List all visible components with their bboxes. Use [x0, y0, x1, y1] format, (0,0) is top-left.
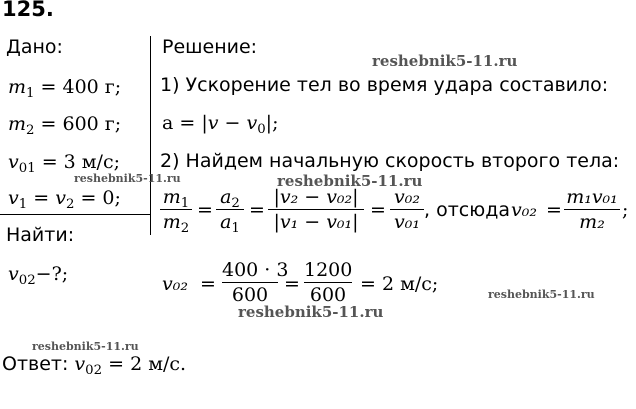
- solution-heading: Решение:: [162, 36, 258, 58]
- frac-v02-v01: v₀₂ v₀₁: [390, 186, 424, 233]
- solution-step2: 2) Найдем начальную скорость второго тела:: [160, 150, 620, 172]
- answer: Ответ: $v_{02} = 2$ м/с.: [2, 353, 187, 378]
- given-v1-v2: $v_1 = v_2 = 0$;: [8, 187, 121, 212]
- eq-sign-2: =: [249, 199, 265, 221]
- watermark: reshebnik5-11.ru: [277, 172, 423, 190]
- frac-1200-600: 1200 600: [304, 259, 353, 306]
- given-m2: $m_2 = 600$ г;: [8, 113, 122, 138]
- text-otsyuda: , отсюда: [424, 199, 510, 221]
- given-solution-divider: [150, 36, 151, 235]
- watermark: reshebnik5-11.ru: [488, 288, 595, 301]
- eq-sign-3: =: [370, 199, 386, 221]
- watermark: reshebnik5-11.ru: [74, 172, 181, 185]
- formula-acceleration: $a = |v - v_0|$;: [162, 112, 279, 137]
- eq-sign-4: =: [546, 199, 562, 221]
- semicolon: ;: [622, 199, 629, 221]
- calc-result: = 2 м/с;: [360, 273, 439, 295]
- frac-400x3-600: 400 · 3 600: [222, 259, 289, 306]
- given-v01: $v_{01} = 3$ м/с;: [8, 151, 121, 176]
- solution-step1: 1) Ускорение тел во время удара составило:: [160, 74, 609, 96]
- given-heading: Дано:: [6, 36, 63, 58]
- given-find-divider: [0, 214, 150, 215]
- eq-sign-1: =: [197, 199, 213, 221]
- frac-a2-a1: $a_2$ $a_1$: [216, 186, 244, 233]
- frac-velocity-diff: |v₂ − v₀₂| |v₁ − v₀₁|: [268, 186, 364, 233]
- watermark: reshebnik5-11.ru: [372, 52, 518, 70]
- find-heading: Найти:: [6, 224, 75, 246]
- given-m1: $m_1 = 400$ г;: [8, 76, 122, 101]
- find-v02: $v_{02}-$?;: [8, 263, 69, 288]
- lhs-v02: v₀₂: [511, 199, 537, 221]
- calc-eq-sign-2: =: [284, 273, 300, 295]
- calc-eq-sign-1: =: [200, 273, 216, 295]
- problem-number: 125.: [2, 0, 54, 21]
- watermark: reshebnik5-11.ru: [238, 303, 384, 321]
- frac-m1v01-m2: m₁v₀₁ m₂: [564, 186, 620, 233]
- calc-lhs-v02: v₀₂: [162, 273, 188, 295]
- watermark: reshebnik5-11.ru: [32, 340, 139, 353]
- frac-m1-m2: $m_1$ $m_2$: [160, 186, 192, 233]
